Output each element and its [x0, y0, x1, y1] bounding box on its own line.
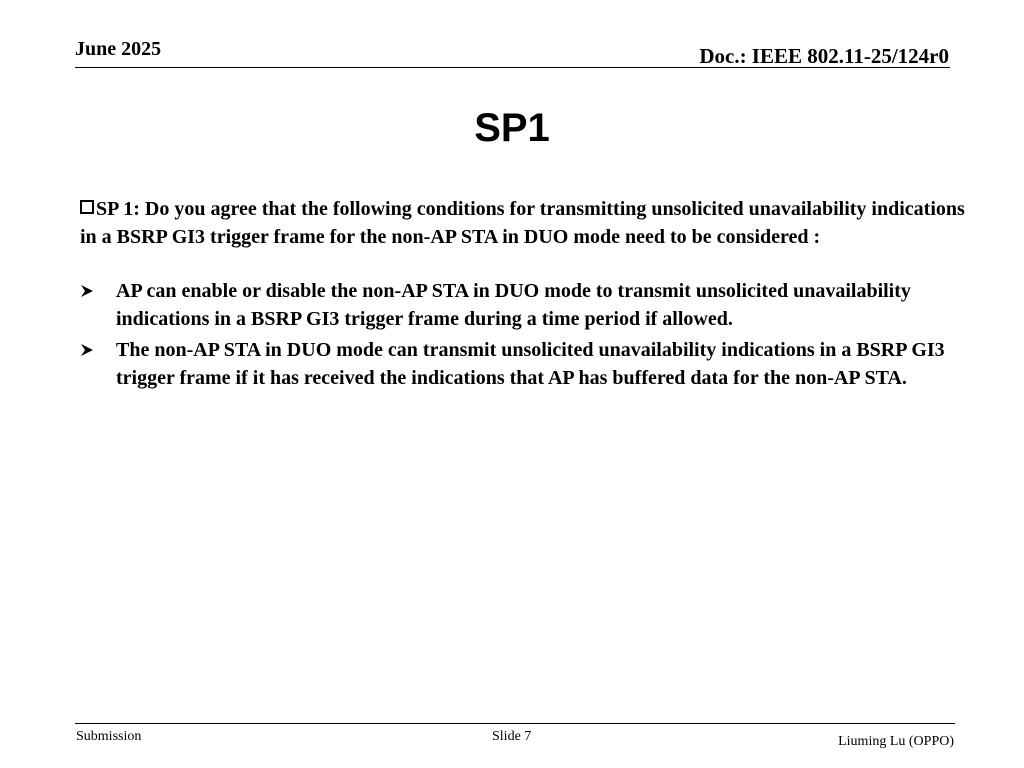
slide-body — [80, 195, 970, 395]
bullet-text: The non-AP STA in DUO mode can transmit unsolicited unavailability indications in a BSRP GI3 trigger frame if it has received the indications that AP has buffered data for the non-AP STA. — [116, 339, 945, 389]
bullet-text: AP can enable or disable the non-AP STA in DUO mode to transmit unsolicited unavailability indications in a BSRP GI3 trigger frame during a time period if allowed. — [116, 280, 911, 330]
list-item — [80, 336, 970, 392]
slide-title: SP1 — [474, 106, 550, 150]
header-date: June 2025 — [75, 38, 162, 60]
square-bullet-icon — [80, 200, 94, 214]
header-divider — [75, 67, 950, 68]
intro-text: SP 1: Do you agree that the following conditions for transmitting unsolicited unavailability indications in a BSRP GI3 trigger frame for the non-AP STA in DUO mode need to be considered : — [80, 198, 965, 248]
bullet-list — [80, 277, 970, 392]
footer-author: Liuming Lu (OPPO) — [838, 734, 954, 749]
arrow-bullet-icon — [80, 284, 94, 298]
arrow-bullet-icon — [80, 343, 94, 357]
intro-paragraph — [80, 195, 970, 251]
footer-divider — [75, 723, 955, 724]
list-item — [80, 277, 970, 333]
footer-slide-number: Slide 7 — [492, 729, 532, 744]
header-doc-id: Doc.: IEEE 802.11-25/124r0 — [699, 44, 949, 68]
footer-submission: Submission — [76, 729, 142, 744]
